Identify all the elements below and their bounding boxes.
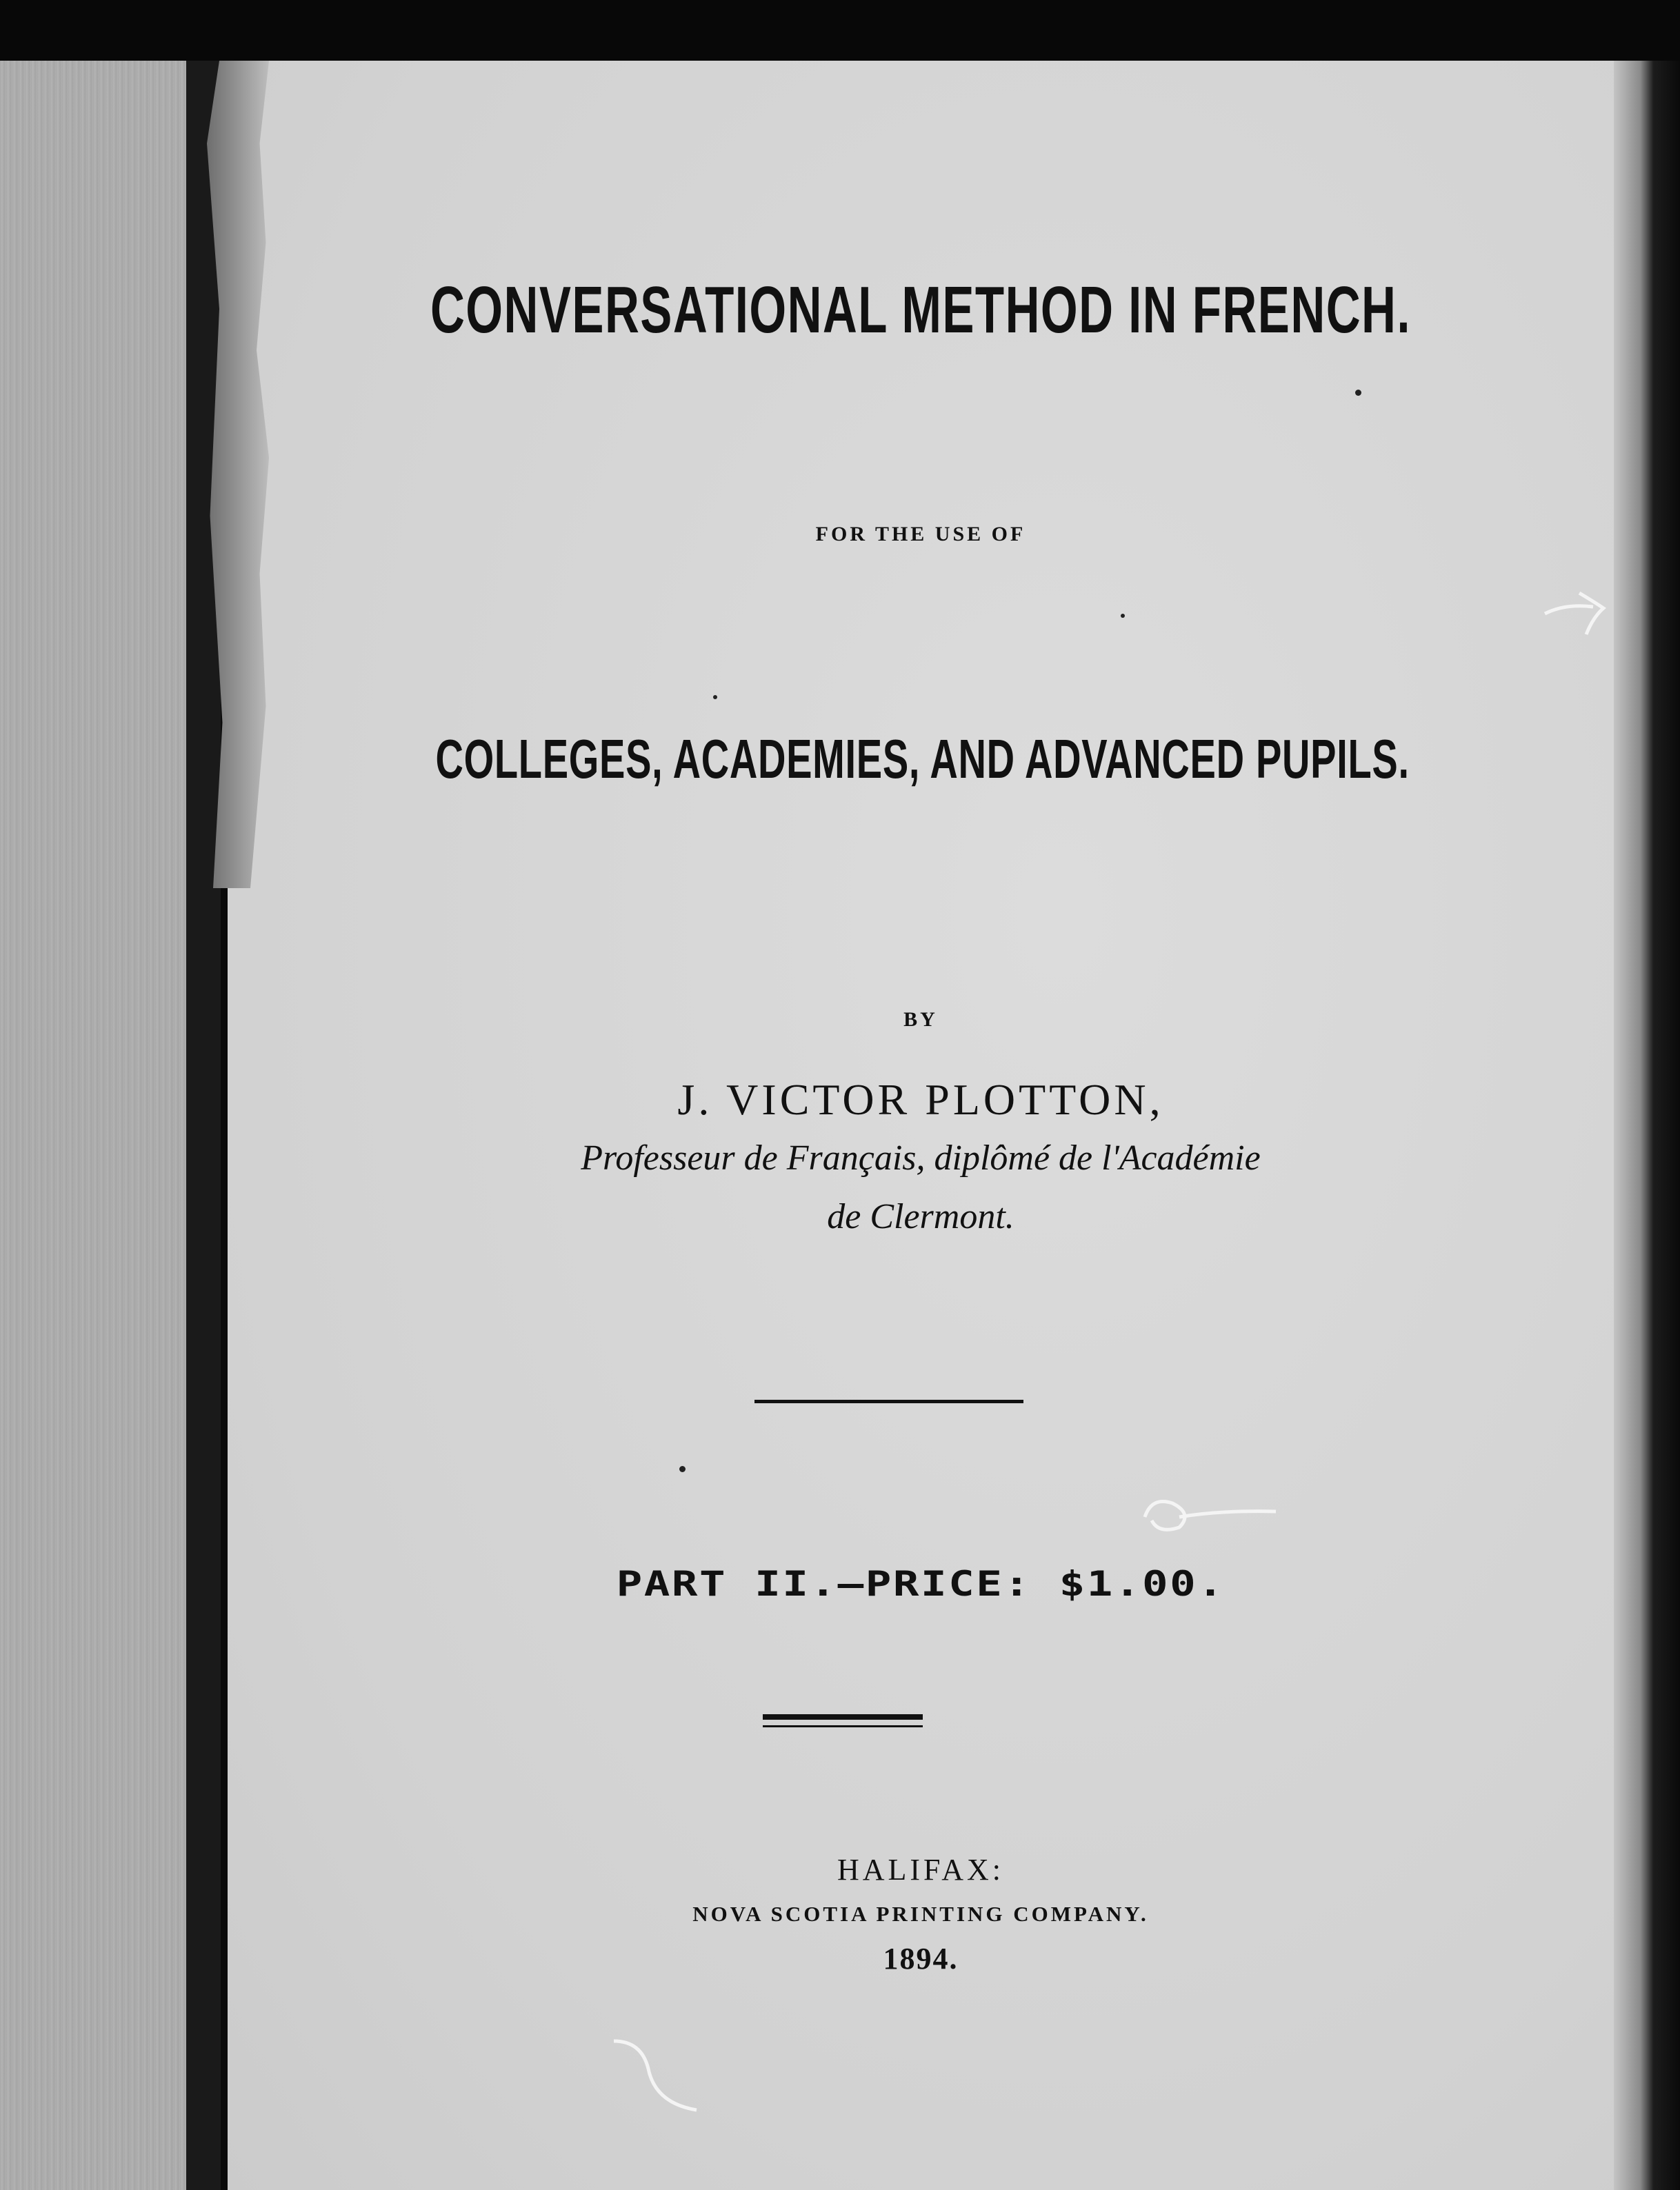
pencil-mark: [607, 2027, 710, 2131]
publisher-name: NOVA SCOTIA PRINTING COMPANY.: [692, 1902, 1149, 1926]
audience-line: COLLEGES, ACADEMIES, AND ADVANCED PUPILS.: [435, 728, 1410, 790]
scan-top-border: [0, 0, 1680, 61]
ink-speck: [713, 695, 717, 699]
book-title: CONVERSATIONAL METHOD IN FRENCH.: [430, 273, 1412, 347]
for-use-line: FOR THE USE OF: [815, 523, 1026, 545]
pencil-mark: [1138, 1476, 1290, 1545]
publication-year: 1894.: [883, 1942, 959, 1976]
ink-speck: [679, 1466, 686, 1472]
ink-speck: [1121, 614, 1125, 618]
publisher-city: HALIFAX:: [837, 1853, 1005, 1887]
part-price: PART II.—PRICE: $1.00.: [616, 1564, 1226, 1604]
author-credential-1: Professeur de Français, diplômé de l'Académie: [581, 1138, 1261, 1178]
divider-rule: [754, 1400, 1023, 1403]
ink-speck: [1355, 390, 1361, 396]
pencil-mark: [1538, 565, 1621, 648]
double-rule-thin: [763, 1725, 923, 1727]
page-right-edge: [1614, 61, 1680, 2190]
by-line: BY: [903, 1008, 938, 1031]
author-credential-2: de Clermont.: [827, 1197, 1014, 1236]
double-rule-thick: [763, 1714, 923, 1720]
binding-gutter: [186, 61, 221, 2190]
author-name: J. VICTOR PLOTTON,: [677, 1075, 1164, 1124]
cover-board: [0, 61, 200, 2190]
